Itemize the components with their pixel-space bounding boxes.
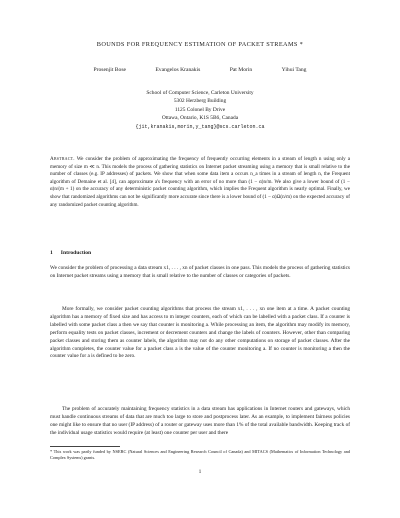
body-paragraph: More formally, we consider packet counting algorithms that process the stream x1, . . . , xn one item at a time. A packet counting algorithm has a memory of fixed size and has access to m integer counters, each of which can be labelled with a packet class. If a counter is labelled with some packet class a then we say that counter is monitoring a. While processing an item, the algorithm may modify its memory, perform equality tests on packet classes, increment or decrement counters and change the labels of counters. However, other than comparing packet classes and storing them as counter labels, the algorithm may not do any other computations on storage of packet classes. After the algorithm completes, the counter value for a packet class a is the value of the counter monitoring a. If no counter is monitoring a then the counter value for a is defined to be zero.: [50, 306, 350, 360]
author-email: {jit,kranakis,morin,y_tang}@scs.carleton.ca: [135, 123, 265, 130]
section-number: 1: [50, 250, 53, 256]
section-title: Introduction: [60, 250, 92, 256]
abstract-text: We consider the problem of approximating the frequency of frequently occurring elements in a stream of length n using only a memory of size m ≪ n. This models the process of gathering statistics on Internet packet streaming using a memory that is small relative to the number of classes (e.g. IP addresses) of packets. We show that when some data item a occurs n_a times in a stream of length n, the Frequent algorithm of Demaine et al. [4], can approximate a's frequency with an error of no more than (1 − α)n/m. We also give a lower bound of (1 − α)n/(m + 1) on the accuracy of any deterministic packet counting algorithm, which implies the Frequent algorithm is nearly optimal. Finally, we show that randomized algorithms can not be significantly more accurate since there is a lower bound of (1 − α)Ω(n/m) on the expected accuracy of any randomized packet counting algorithm.: [50, 156, 350, 208]
footnote-rule: [50, 446, 120, 447]
section-heading: [50, 250, 91, 256]
abstract-heading: Abstract.: [50, 156, 75, 162]
author-name: Prosenjit Bose: [93, 67, 126, 73]
author-name: Yihui Tang: [281, 67, 307, 73]
affiliation-line: Ottawa, Ontario, K1S 5B6, Canada: [161, 115, 239, 122]
author-name: Pat Morin: [229, 67, 253, 73]
abstract: [50, 156, 350, 209]
affiliation-line: School of Computer Science, Carleton University: [146, 90, 254, 96]
author-list: [0, 67, 400, 73]
affiliation-line: 5302 Herzberg Building: [173, 98, 227, 105]
affiliation-line: 1125 Colonel By Drive: [174, 106, 226, 113]
body-paragraph: The problem of accurately maintaining frequency statistics in a data stream has applications in Internet routers and gateways, which must handle continuous streams of data that are much too large to store and postprocess later. As an example, to implement fairness policies one might like to ensure that no user (IP address) of a router or gateway uses more than 1% of the total available bandwidth. Keeping track of the individual usage statistics would require (at least) one counter per user and there: [50, 406, 351, 436]
footnote: * This work was partly funded by NSERC (Natural Sciences and Engineering Research Council of Canada) and MITACS (Mathematics of Information Technology and Complex Systems) grants.: [50, 449, 350, 461]
author-name: Evangelos Kranakis: [155, 67, 201, 73]
paper-title: BOUNDS FOR FREQUENCY ESTIMATION OF PACKET STREAMS *: [96, 41, 304, 48]
affiliation-block: [0, 89, 400, 131]
body-paragraph: We consider the problem of processing a data stream x1, . . . , xn of packet classes in one pass. This models the process of gathering statistics on Internet packet streams using a memory that is small relative to the number of classes or categories of packets.: [50, 265, 350, 279]
page-number: 1: [198, 469, 202, 475]
